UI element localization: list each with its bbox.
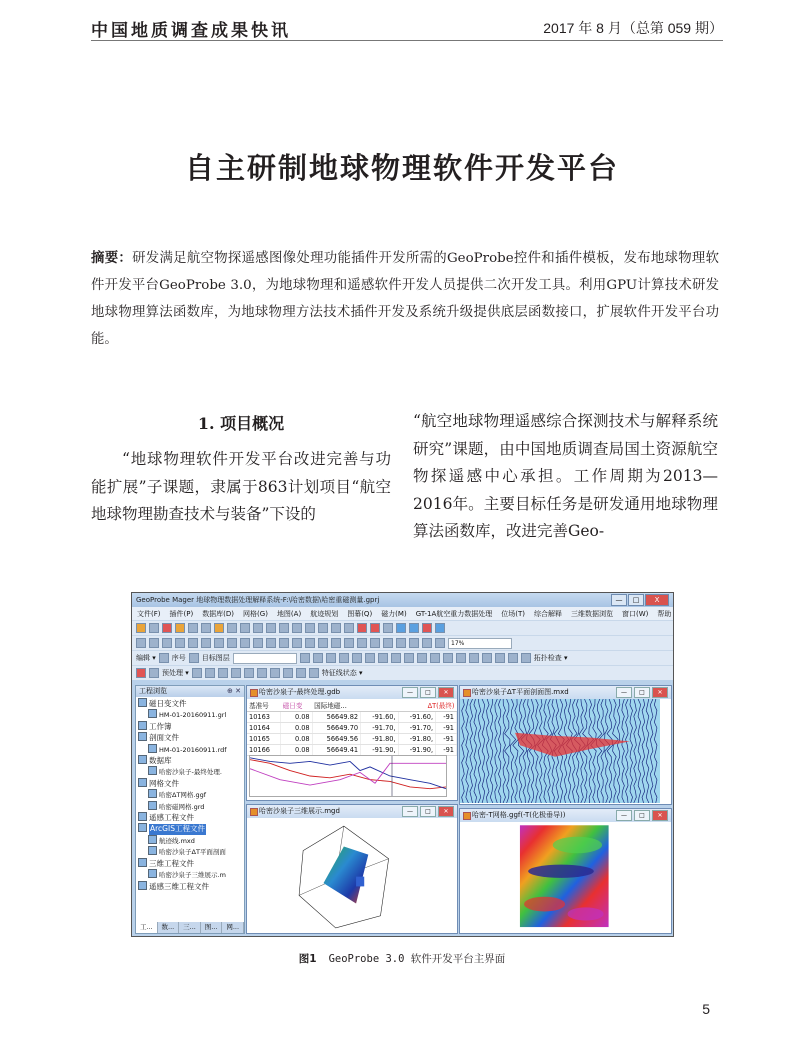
curve-red — [250, 760, 446, 789]
tool-icon[interactable] — [227, 638, 237, 648]
tool-icon[interactable] — [396, 638, 406, 648]
tool-icon[interactable] — [352, 653, 362, 663]
color-icon[interactable] — [162, 623, 172, 633]
grid-map-title: 哈密-T网格.ggf(-T(化极垂导)) — [472, 811, 566, 819]
issue-info: 2017 年 8 月（总第 059 期） — [543, 20, 723, 36]
tool-icon[interactable] — [188, 638, 198, 648]
table-cell[interactable]: -91.90, — [361, 745, 398, 756]
tool-icon[interactable] — [508, 653, 518, 663]
right-column-text: “航空地球物理遥感综合探测技术与解释系统研究”课题，由中国地质调查局国土资源航空物探遥感中心承担。工作周期为2013—2016年。主要目标任务是研发通用地球物理算法函数库，改进完善Geo- — [413, 412, 718, 540]
3d-view-canvas — [247, 818, 457, 932]
tool-icon[interactable] — [300, 653, 310, 663]
table-cell[interactable]: 10164 — [247, 723, 281, 734]
menu-item[interactable]: 图幕(Q) — [347, 609, 373, 618]
identify-icon[interactable] — [279, 623, 289, 633]
file-icon — [148, 869, 157, 878]
tool-icon[interactable] — [240, 638, 250, 648]
column-header[interactable]: 磁日变 — [281, 699, 312, 712]
column-header[interactable]: 基准号 — [247, 699, 281, 712]
tree-item-label: 航迹线.mxd — [159, 836, 195, 845]
pan-icon[interactable] — [292, 638, 302, 648]
panel-tab[interactable]: 工... — [136, 922, 158, 933]
tree-item[interactable] — [138, 698, 242, 709]
tool-icon[interactable] — [456, 653, 466, 663]
grid-icon[interactable] — [188, 623, 198, 633]
abstract-label: 摘要： — [91, 251, 133, 266]
tree-item[interactable] — [138, 732, 242, 743]
table-cell[interactable]: -91.70, — [398, 723, 435, 734]
maximize-button[interactable]: □ — [420, 687, 436, 698]
pen-icon[interactable] — [136, 668, 146, 678]
workspace — [132, 682, 673, 936]
toolbar-4 — [132, 665, 673, 680]
minimize-button[interactable]: — — [611, 594, 627, 606]
folder-icon[interactable] — [175, 623, 185, 633]
tree-item[interactable] — [138, 755, 242, 766]
tool-icon[interactable] — [159, 653, 169, 663]
tree-item-label: 网格文件 — [149, 778, 179, 788]
menu-item[interactable]: 位场(T) — [501, 609, 526, 618]
table-row[interactable] — [247, 734, 457, 745]
chart-icon[interactable] — [331, 623, 341, 633]
tree-item-label: 剖面文件 — [149, 733, 179, 743]
folder-icon — [138, 698, 147, 707]
menu-item[interactable]: 文件(F) — [137, 609, 161, 618]
table-cell[interactable]: -91.60, — [398, 712, 435, 723]
tree-item[interactable] — [138, 721, 242, 732]
pin-icon[interactable]: ⊕ ✕ — [227, 687, 241, 695]
tree-item[interactable] — [138, 869, 242, 880]
tool-icon[interactable] — [231, 668, 241, 678]
zoom-in-icon[interactable] — [266, 638, 276, 648]
figure-caption-text: GeoProbe 3.0 软件开发平台主界面 — [328, 953, 506, 965]
tool-icon[interactable] — [482, 653, 492, 663]
3d-view-window — [246, 804, 458, 934]
grid-map-window — [459, 808, 672, 934]
zoom-out-icon[interactable] — [279, 638, 289, 648]
layer-icon[interactable] — [305, 623, 315, 633]
tool-icon[interactable] — [296, 668, 306, 678]
new-icon[interactable] — [149, 623, 159, 633]
profile-curves-plot — [249, 755, 447, 797]
panel-tabs — [136, 922, 244, 933]
tool-icon[interactable] — [331, 638, 341, 648]
close-button[interactable]: ✕ — [438, 687, 454, 698]
tree-item-label: 数据库 — [149, 756, 172, 766]
tool-icon[interactable] — [309, 668, 319, 678]
tool-icon[interactable] — [365, 653, 375, 663]
tool-icon[interactable] — [383, 638, 393, 648]
tool-icon[interactable] — [192, 668, 202, 678]
3d-view-title: 哈密沙泉子三维展示.mgd — [259, 807, 340, 815]
feature-line-status-button[interactable]: 特征线状态 ▾ — [321, 669, 363, 677]
menu-item[interactable]: 插件(P) — [169, 609, 194, 618]
tool-icon[interactable] — [162, 638, 172, 648]
profile-map-canvas — [460, 699, 667, 803]
profile-map-title: 哈密沙泉子ΔT平面剖面图.mxd — [472, 688, 569, 696]
tool-icon[interactable] — [378, 653, 388, 663]
tree-item-label: 哈密沙泉子-最终处理. — [159, 768, 222, 777]
tool-icon[interactable] — [344, 638, 354, 648]
tree-item[interactable] — [138, 812, 242, 823]
table-cell[interactable]: 56649.41 — [312, 745, 360, 756]
doc-icon[interactable] — [383, 623, 393, 633]
tool-icon[interactable] — [404, 653, 414, 663]
window-title: GeoProbe Mager 地球物理数据处理解释系统-F:\哈密数据\哈密重磁测量.gprj — [136, 596, 380, 604]
table-cell[interactable]: -91.80, — [398, 734, 435, 745]
table-cell[interactable]: -91.80, — [361, 734, 398, 745]
tool-icon[interactable] — [370, 638, 380, 648]
panel-tab[interactable]: 数... — [158, 922, 180, 933]
toolbar-3 — [132, 650, 673, 665]
close-button[interactable]: X — [645, 594, 669, 606]
table-row[interactable] — [247, 723, 457, 734]
right-column — [413, 408, 718, 546]
tool-icon[interactable] — [244, 668, 254, 678]
folder-icon — [138, 732, 147, 741]
abstract — [91, 245, 719, 353]
table-cell[interactable]: 0.08 — [281, 734, 312, 745]
menu-item[interactable]: 航迹规划 — [310, 609, 339, 618]
tool-icon[interactable] — [417, 653, 427, 663]
tree-item-label: 三维工程文件 — [149, 858, 194, 868]
tree-item[interactable] — [138, 789, 242, 800]
folder-icon — [138, 823, 147, 832]
brush-icon[interactable] — [189, 653, 199, 663]
menu-item[interactable]: 窗口(W) — [622, 609, 649, 618]
database-window — [246, 685, 458, 801]
panel-header — [136, 686, 244, 697]
menu-item[interactable]: GT-1A航空重力数据处理 — [415, 609, 493, 618]
menu-item[interactable]: 三维数据浏览 — [571, 609, 614, 618]
anomaly-blob — [568, 907, 604, 920]
table-cell[interactable]: 56649.82 — [312, 712, 360, 723]
tool-icon[interactable] — [149, 668, 159, 678]
table-cell[interactable]: -91.70, — [361, 723, 398, 734]
table-cell[interactable]: 0.08 — [281, 745, 312, 756]
panel-tab[interactable]: 网... — [222, 922, 244, 933]
menu-item[interactable]: 数据库(D) — [202, 609, 235, 618]
print-icon[interactable] — [344, 623, 354, 633]
open-icon[interactable] — [136, 623, 146, 633]
maximize-button[interactable]: □ — [420, 806, 436, 817]
table-cell[interactable]: 10166 — [247, 745, 281, 756]
topology-check-button[interactable]: 拓扑检查 ▾ — [533, 654, 568, 662]
tree-item-label: 哈密ΔT网格.ggf — [159, 791, 207, 800]
target-layer-combo[interactable] — [233, 653, 297, 664]
app-titlebar — [132, 593, 673, 607]
tree-item-label: 哈密磁网格.grd — [159, 802, 205, 811]
tree-item[interactable] — [138, 846, 242, 857]
database-window-title: 哈密沙泉子-最终处理.gdb — [259, 688, 341, 696]
table-cell[interactable]: 10163 — [247, 712, 281, 723]
figure-app-screenshot — [131, 592, 674, 937]
tree-item[interactable] — [138, 744, 242, 755]
table-cell[interactable]: -91 — [436, 723, 457, 734]
tool-icon[interactable] — [469, 653, 479, 663]
tool-icon[interactable] — [326, 653, 336, 663]
folder-icon — [138, 881, 147, 890]
maximize-button[interactable]: □ — [634, 810, 650, 821]
journal-name: 中国地质调查成果快讯 — [91, 21, 291, 41]
panel-tab[interactable]: 三... — [179, 922, 201, 933]
article-title: 自主研制地球物理软件开发平台 — [184, 151, 619, 185]
tool-icon[interactable] — [257, 668, 267, 678]
figure-caption — [0, 951, 804, 966]
font-remove-icon[interactable] — [422, 623, 432, 633]
file-icon — [148, 744, 157, 753]
table-cell[interactable]: -91.60, — [361, 712, 398, 723]
minimize-button[interactable]: — — [402, 687, 418, 698]
menu-item[interactable]: 帮助 — [657, 609, 672, 618]
toolbar-2 — [132, 635, 673, 650]
table-cell[interactable]: 0.08 — [281, 712, 312, 723]
font-icon[interactable] — [396, 623, 406, 633]
project-browser-panel — [135, 685, 245, 934]
tree-item-label: 工作簿 — [149, 721, 172, 731]
target-layer-label: 目标图层 — [201, 654, 230, 662]
edit-menu-button[interactable]: 编辑 ▾ — [136, 654, 156, 662]
left-column-text: “地球物理软件开发平台改进完善与功能扩展”子课题，隶属于863计划项目“航空地球物理勘查技术与装备”下设的 — [91, 450, 391, 523]
zoom-combo[interactable]: 17% — [448, 638, 512, 649]
tree-item[interactable] — [138, 709, 242, 720]
table-row[interactable] — [247, 712, 457, 723]
doc-red-icon-2[interactable] — [370, 623, 380, 633]
column-header[interactable]: 国际地磁... — [312, 699, 360, 712]
folder-icon — [138, 721, 147, 730]
tool-icon[interactable] — [443, 653, 453, 663]
font-edit-icon[interactable] — [435, 623, 445, 633]
anomaly-blob — [528, 865, 594, 878]
tool-icon[interactable] — [305, 638, 315, 648]
tool-icon[interactable] — [357, 638, 367, 648]
tree-item-label: HM-01-20160911.rdf — [159, 745, 227, 754]
section-heading: 1. 项目概况 — [197, 414, 285, 433]
anomaly-blob — [553, 837, 602, 853]
tool-icon[interactable] — [214, 638, 224, 648]
table-cell[interactable]: -91 — [436, 712, 457, 723]
tool-icon[interactable] — [409, 638, 419, 648]
order-label: 序号 — [171, 654, 186, 662]
figure-label: 图1 — [298, 953, 317, 965]
file-icon — [148, 801, 157, 810]
tree-item[interactable] — [138, 778, 242, 789]
tool-icon[interactable] — [175, 638, 185, 648]
3d-surface — [324, 847, 369, 904]
tool-icon[interactable] — [205, 668, 215, 678]
tree-item[interactable] — [138, 766, 242, 777]
pan-icon[interactable] — [253, 623, 263, 633]
tree-item-label: 遥感工程文件 — [149, 813, 194, 823]
anomaly-blob — [524, 897, 565, 912]
panel-tab[interactable]: 图... — [201, 922, 223, 933]
minimize-button[interactable]: — — [402, 806, 418, 817]
folder-icon — [138, 755, 147, 764]
tree-item-label: ArcGIS工程文件 — [150, 824, 205, 834]
data-table — [247, 699, 457, 756]
grid-map-canvas — [460, 822, 671, 932]
tree-item-label: 哈密沙泉子三维展示.m — [159, 871, 226, 880]
column-header[interactable]: ΔT(最终) — [361, 699, 457, 712]
close-button[interactable]: ✕ — [438, 806, 454, 817]
tool-icon[interactable] — [391, 653, 401, 663]
tool-icon[interactable] — [270, 668, 280, 678]
tree-item-label: HM-01-20160911.grl — [159, 711, 227, 720]
file-icon — [148, 709, 157, 718]
curve-blue — [250, 758, 446, 789]
tool-icon[interactable] — [201, 638, 211, 648]
font-add-icon[interactable] — [409, 623, 419, 633]
file-icon — [148, 846, 157, 855]
tool-icon[interactable] — [422, 638, 432, 648]
left-column — [91, 408, 391, 529]
maximize-button[interactable]: □ — [628, 594, 644, 606]
tool-icon[interactable] — [435, 638, 445, 648]
project-tree — [136, 697, 244, 893]
tool-icon[interactable] — [313, 653, 323, 663]
tree-item-label: 哈密沙泉子ΔT平面剖面 — [159, 848, 226, 857]
preprocess-button[interactable]: 预处理 ▾ — [162, 669, 189, 677]
tree-item[interactable] — [138, 881, 242, 892]
tool-icon[interactable] — [136, 638, 146, 648]
tool-icon[interactable] — [218, 668, 228, 678]
table-cell[interactable]: 0.08 — [281, 723, 312, 734]
doc-red-icon[interactable] — [357, 623, 367, 633]
zoom-in-icon[interactable] — [227, 623, 237, 633]
tool-icon[interactable] — [283, 668, 293, 678]
table-cell[interactable]: -91 — [436, 734, 457, 745]
file-icon — [148, 789, 157, 798]
toolbar-1 — [132, 620, 673, 635]
folder-icon — [138, 858, 147, 867]
save-icon[interactable] — [201, 623, 211, 633]
maximize-button[interactable]: □ — [634, 687, 650, 698]
tree-item[interactable] — [138, 823, 242, 834]
tree-item[interactable] — [138, 801, 242, 812]
tool-icon[interactable] — [495, 653, 505, 663]
close-button[interactable]: ✕ — [652, 810, 668, 821]
tree-item-label: 磁日变文件 — [149, 699, 187, 708]
table-cell[interactable]: 56649.70 — [312, 723, 360, 734]
tree-item[interactable] — [138, 835, 242, 846]
tool-icon[interactable] — [149, 638, 159, 648]
table-cell[interactable]: -91.90, — [398, 745, 435, 756]
zoom-out-icon[interactable] — [240, 623, 250, 633]
menu-item[interactable]: 网格(G) — [243, 609, 268, 618]
folder-icon — [138, 812, 147, 821]
close-button[interactable]: ✕ — [652, 687, 668, 698]
tool-icon[interactable] — [430, 653, 440, 663]
tree-item-label: 遥感三维工程文件 — [149, 881, 209, 891]
page-number: 5 — [702, 1001, 710, 1017]
tool-icon[interactable] — [521, 653, 531, 663]
file-icon — [148, 835, 157, 844]
tool-icon[interactable] — [253, 638, 263, 648]
table-cell[interactable]: 56649.56 — [312, 734, 360, 745]
select-icon[interactable] — [266, 623, 276, 633]
minimize-button[interactable]: — — [616, 810, 632, 821]
tool-icon[interactable] — [339, 653, 349, 663]
running-header — [91, 14, 723, 41]
menu-item[interactable]: 综合解释 — [534, 609, 563, 618]
menu-bar — [132, 607, 673, 620]
table-row[interactable] — [247, 745, 457, 756]
minimize-button[interactable]: — — [616, 687, 632, 698]
table-cell[interactable]: -91 — [436, 745, 457, 756]
3d-inset-block — [356, 877, 364, 887]
menu-item[interactable]: 地图(A) — [276, 609, 302, 618]
folder-icon — [138, 778, 147, 787]
tree-item[interactable] — [138, 858, 242, 869]
menu-item[interactable]: 磁力(M) — [381, 609, 407, 618]
file-icon — [148, 766, 157, 775]
panel-title: 工程浏览 — [139, 687, 167, 695]
tool-icon[interactable] — [318, 638, 328, 648]
profile-map-window — [459, 685, 672, 805]
table-cell[interactable]: 10165 — [247, 734, 281, 745]
export-icon[interactable] — [214, 623, 224, 633]
abstract-text: 研发满足航空物探遥感图像处理功能插件开发所需的GeoProbe控件和插件模板，发布地球物理软件开发平台GeoProbe 3.0，为地球物理和遥感软件开发人员提供二次开发工具。利用GPU计算技术研发地球物理算法函数库，为地球物理方法技术插件开发及系统升级提供底层函数接口，扩展软件开发平台功能。 — [91, 251, 719, 347]
measure-icon[interactable] — [292, 623, 302, 633]
table-icon[interactable] — [318, 623, 328, 633]
